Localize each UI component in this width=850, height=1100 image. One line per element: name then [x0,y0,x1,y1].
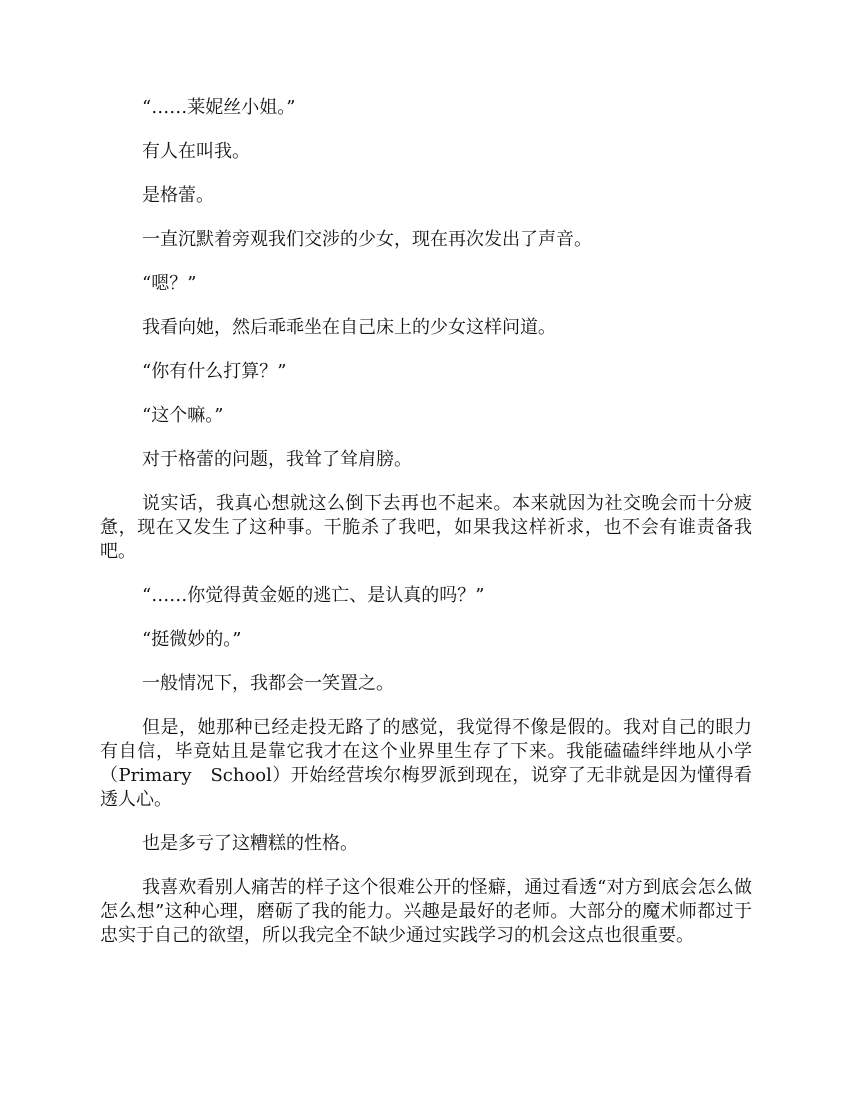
paragraph: 有人在叫我。 [142,141,250,162]
paragraph: 一直沉默着旁观我们交涉的少女，现在再次发出了声音。 [142,229,592,250]
paragraph: 我喜欢看别人痛苦的样子这个很难公开的怪癖，通过看透“对方到底会怎么做怎么想”这种心理，磨砺了我的能力。兴趣是最好的老师。大部分的魔术师都过于忠实于自己的欲望，所以我完全不缺少通过实践学习的机会这点也很重要。 [100,877,752,946]
paragraph: “……你觉得黄金姬的逃亡、是认真的吗？” [142,585,485,606]
paragraph: “嗯？” [142,273,197,294]
paragraph: “……莱妮丝小姐。” [142,97,296,118]
paragraph: 我看向她，然后乖乖坐在自己床上的少女这样问道。 [142,317,556,338]
paragraph: 一般情况下，我都会一笑置之。 [142,673,394,694]
paragraph: 但是，她那种已经走投无路了的感觉，我觉得不像是假的。我对自己的眼力有自信，毕竟姑且是靠它我才在这个业界里生存了下来。我能磕磕绊绊地从小学（Primary School）开始经营埃尔梅罗派到现在，说穿了无非就是因为懂得看透人心。 [100,717,752,810]
paragraph: 也是多亏了这糟糕的性格。 [142,833,358,854]
document-page [100,96,752,968]
paragraph: 是格蕾。 [142,185,214,206]
paragraph: “这个嘛。” [142,405,224,426]
paragraph: “你有什么打算？” [142,361,287,382]
paragraph: 说实话，我真心想就这么倒下去再也不起来。本来就因为社交晚会而十分疲惫，现在又发生了这种事。干脆杀了我吧，如果我这样祈求，也不会有谁责备我吧。 [100,493,752,562]
paragraph: 对于格蕾的问题，我耸了耸肩膀。 [142,449,412,470]
paragraph: “挺微妙的。” [142,629,242,650]
